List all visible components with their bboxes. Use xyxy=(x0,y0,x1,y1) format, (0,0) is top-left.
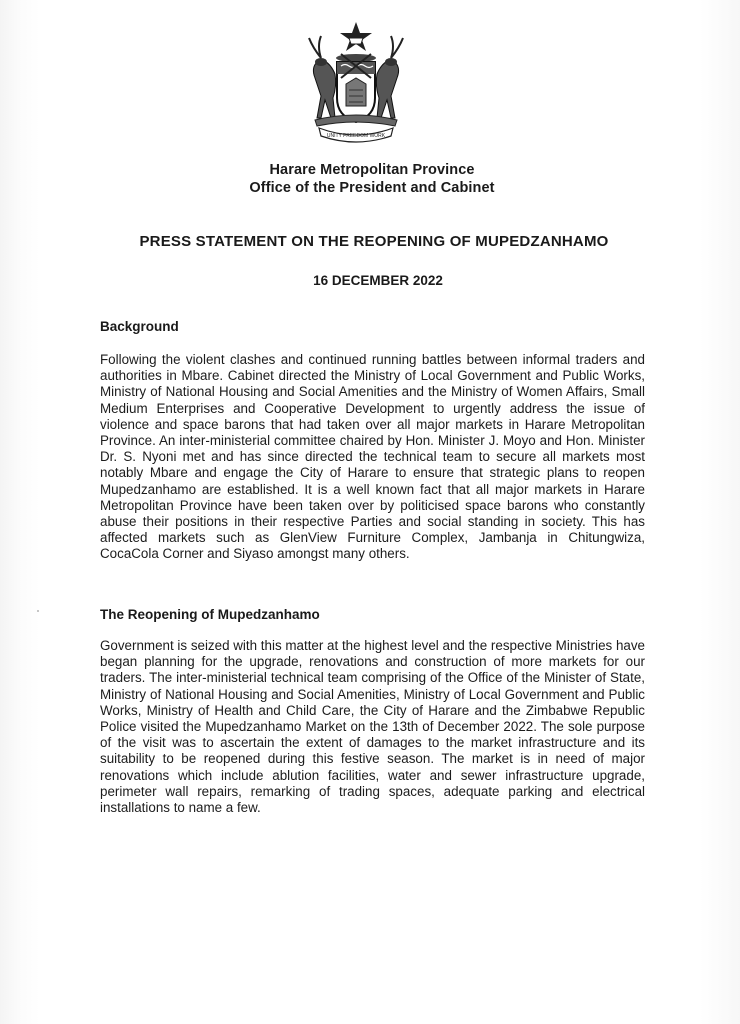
motto-text: UNITY FREEDOM WORK xyxy=(326,133,386,139)
section-heading-reopening: The Reopening of Mupedzanhamo xyxy=(100,607,320,622)
zimbabwe-coat-of-arms-icon xyxy=(291,18,421,148)
province-name: Harare Metropolitan Province xyxy=(269,162,475,178)
statement-date: 16 DECEMBER 2022 xyxy=(313,273,443,288)
document-title: PRESS STATEMENT ON THE REOPENING OF MUPEDZANHAMO xyxy=(139,233,609,250)
section-body-background: Following the violent clashes and continued running battles between informal traders and authorities in Mbare. Cabinet directed the Ministry of Local Government and Public Works, Ministry of National Housing and Social Amenities and the Ministry of Women Affairs, Small Medium Enterprises and Cooperative Development to urgently address the issue of violence and space barons that had taken over all major markets in Harare Metropolitan Province. An inter-ministerial committee chaired by Hon. Minister J. Moyo and Hon. Minister Dr. S. Nyoni met and has since directed the technical team to secure all markets most notably Mbare and engage the City of Harare to ensure that strategic plans to reopen Mupedzanhamo are established. It is a well known fact that all major markets in Harare Metropolitan Province have been taken over by politicised space barons who constantly abuse their positions in their respective Parties and social standing in society. This has affected markets such as GlenView Furniture Complex, Jambanja in Chitungwiza, CocaCola Corner and Siyaso amongst many others. xyxy=(100,352,645,562)
office-name: Office of the President and Cabinet xyxy=(249,180,495,196)
section-heading-background: Background xyxy=(100,319,179,334)
section-body-reopening: Government is seized with this matter at the highest level and the respective Ministries have began planning for the upgrade, renovations and construction of more markets for our traders. The inter-ministerial technical team comprising of the Office of the Minister of State, Ministry of National Housing and Social Amenities, Ministry of Local Government and Public Works, Ministry of Health and Child Care, the City of Harare and the Zimbabwe Republic Police visited the Mupedzanhamo Market on the 13th of December 2022. The sole purpose of the visit was to ascertain the extent of damages to the market infrastructure and its suitability to be reopened during this festive season. The market is in need of major renovations which include ablution facilities, water and sewer infrastructure upgrade, perimeter wall repairs, remarking of trading spaces, adequate parking and electrical installations to name a few. xyxy=(100,638,645,816)
scan-speck xyxy=(37,610,39,612)
